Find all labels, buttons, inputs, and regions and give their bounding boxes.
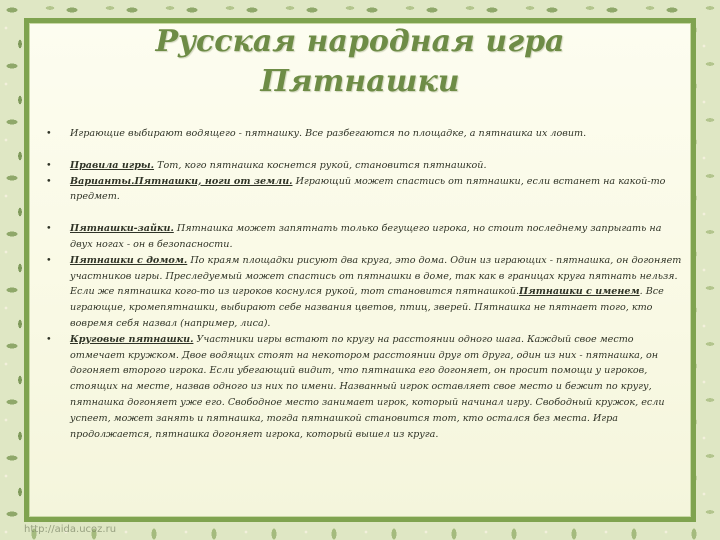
item-label: Пятнашки-зайки.: [70, 223, 174, 235]
title-line-1: Русская народная игра: [155, 24, 565, 59]
item-text: Играющие выбирают водящего - пятнашку. Все разбегаются по площадке, а пятнашка их ловит.: [70, 128, 587, 139]
item-label: Варианты.Пятнашки, ноги от земли.: [70, 175, 293, 187]
list-item: [46, 253, 682, 332]
item-text-2: . Все играющие, кромепятнашки, выбирают себе названия цветов, птиц, зверей. Пятнашка не пятнает того, кто вовремя себя назвал (например, лиса).: [70, 286, 664, 329]
item-label: Правила игры.: [70, 159, 155, 171]
list-item: [46, 332, 682, 443]
list-item: [46, 174, 682, 206]
list-item: [46, 158, 682, 174]
item-text: Пятнашка может запятнать только бегущего игрока, но стоит последнему запрыгать на двух ногах - он в безопасности.: [70, 223, 662, 250]
item-label: Пятнашки с домом.: [70, 254, 188, 266]
item-text: По краям площадки рисуют два круга, это дома. Один из играющих - пятнашка, он догоняет участников игры. Преследуемый может спастись от пятнашки в доме, так как в границах круга пятнать нельзя. Если же пятнашка кого-то из игроков коснулся рукой, тот становится пятнашкой.: [70, 254, 682, 298]
item-label: Круговые пятнашки.: [70, 333, 194, 345]
watermark-text: http://aida.ucoz.ru: [24, 524, 117, 535]
title-line-2: Пятнашки: [260, 64, 460, 99]
slide-title: [24, 22, 696, 102]
item-text: Играющий может спастись от пятнашки, если встанет на какой-то предмет.: [70, 175, 666, 203]
item-label-2: Пятнашки с именем: [519, 286, 640, 298]
list-item: [46, 126, 682, 142]
bullet-list: [46, 126, 682, 442]
item-text: Участники игры встают по кругу на расстоянии одного шага. Каждый свое место отмечает кружком. Двое водящих стоят на некотором расстоянии друг от друга, один из них - пятнашка, он догоняет второго игрока. Если убегающий видит, что пятнашка его догоняет, он просит помощи у игроков, стоящих на месте, назвав одного из них по имени. Названный игрок оставляет свое место и бежит по кругу, пятнашка догоняет уже его. Свободное место занимает игрок, который начинал игру. Свободный кружок, если успеет, может занять и пятнашка, тогда пятнашкой становится тот, кто остался без места. Игра продолжается, пятнашка догоняет игрока, который вышел из круга.: [70, 333, 665, 440]
item-text: Тот, кого пятнашка коснется рукой, становится пятнашкой.: [154, 159, 487, 171]
list-item: [46, 221, 682, 253]
